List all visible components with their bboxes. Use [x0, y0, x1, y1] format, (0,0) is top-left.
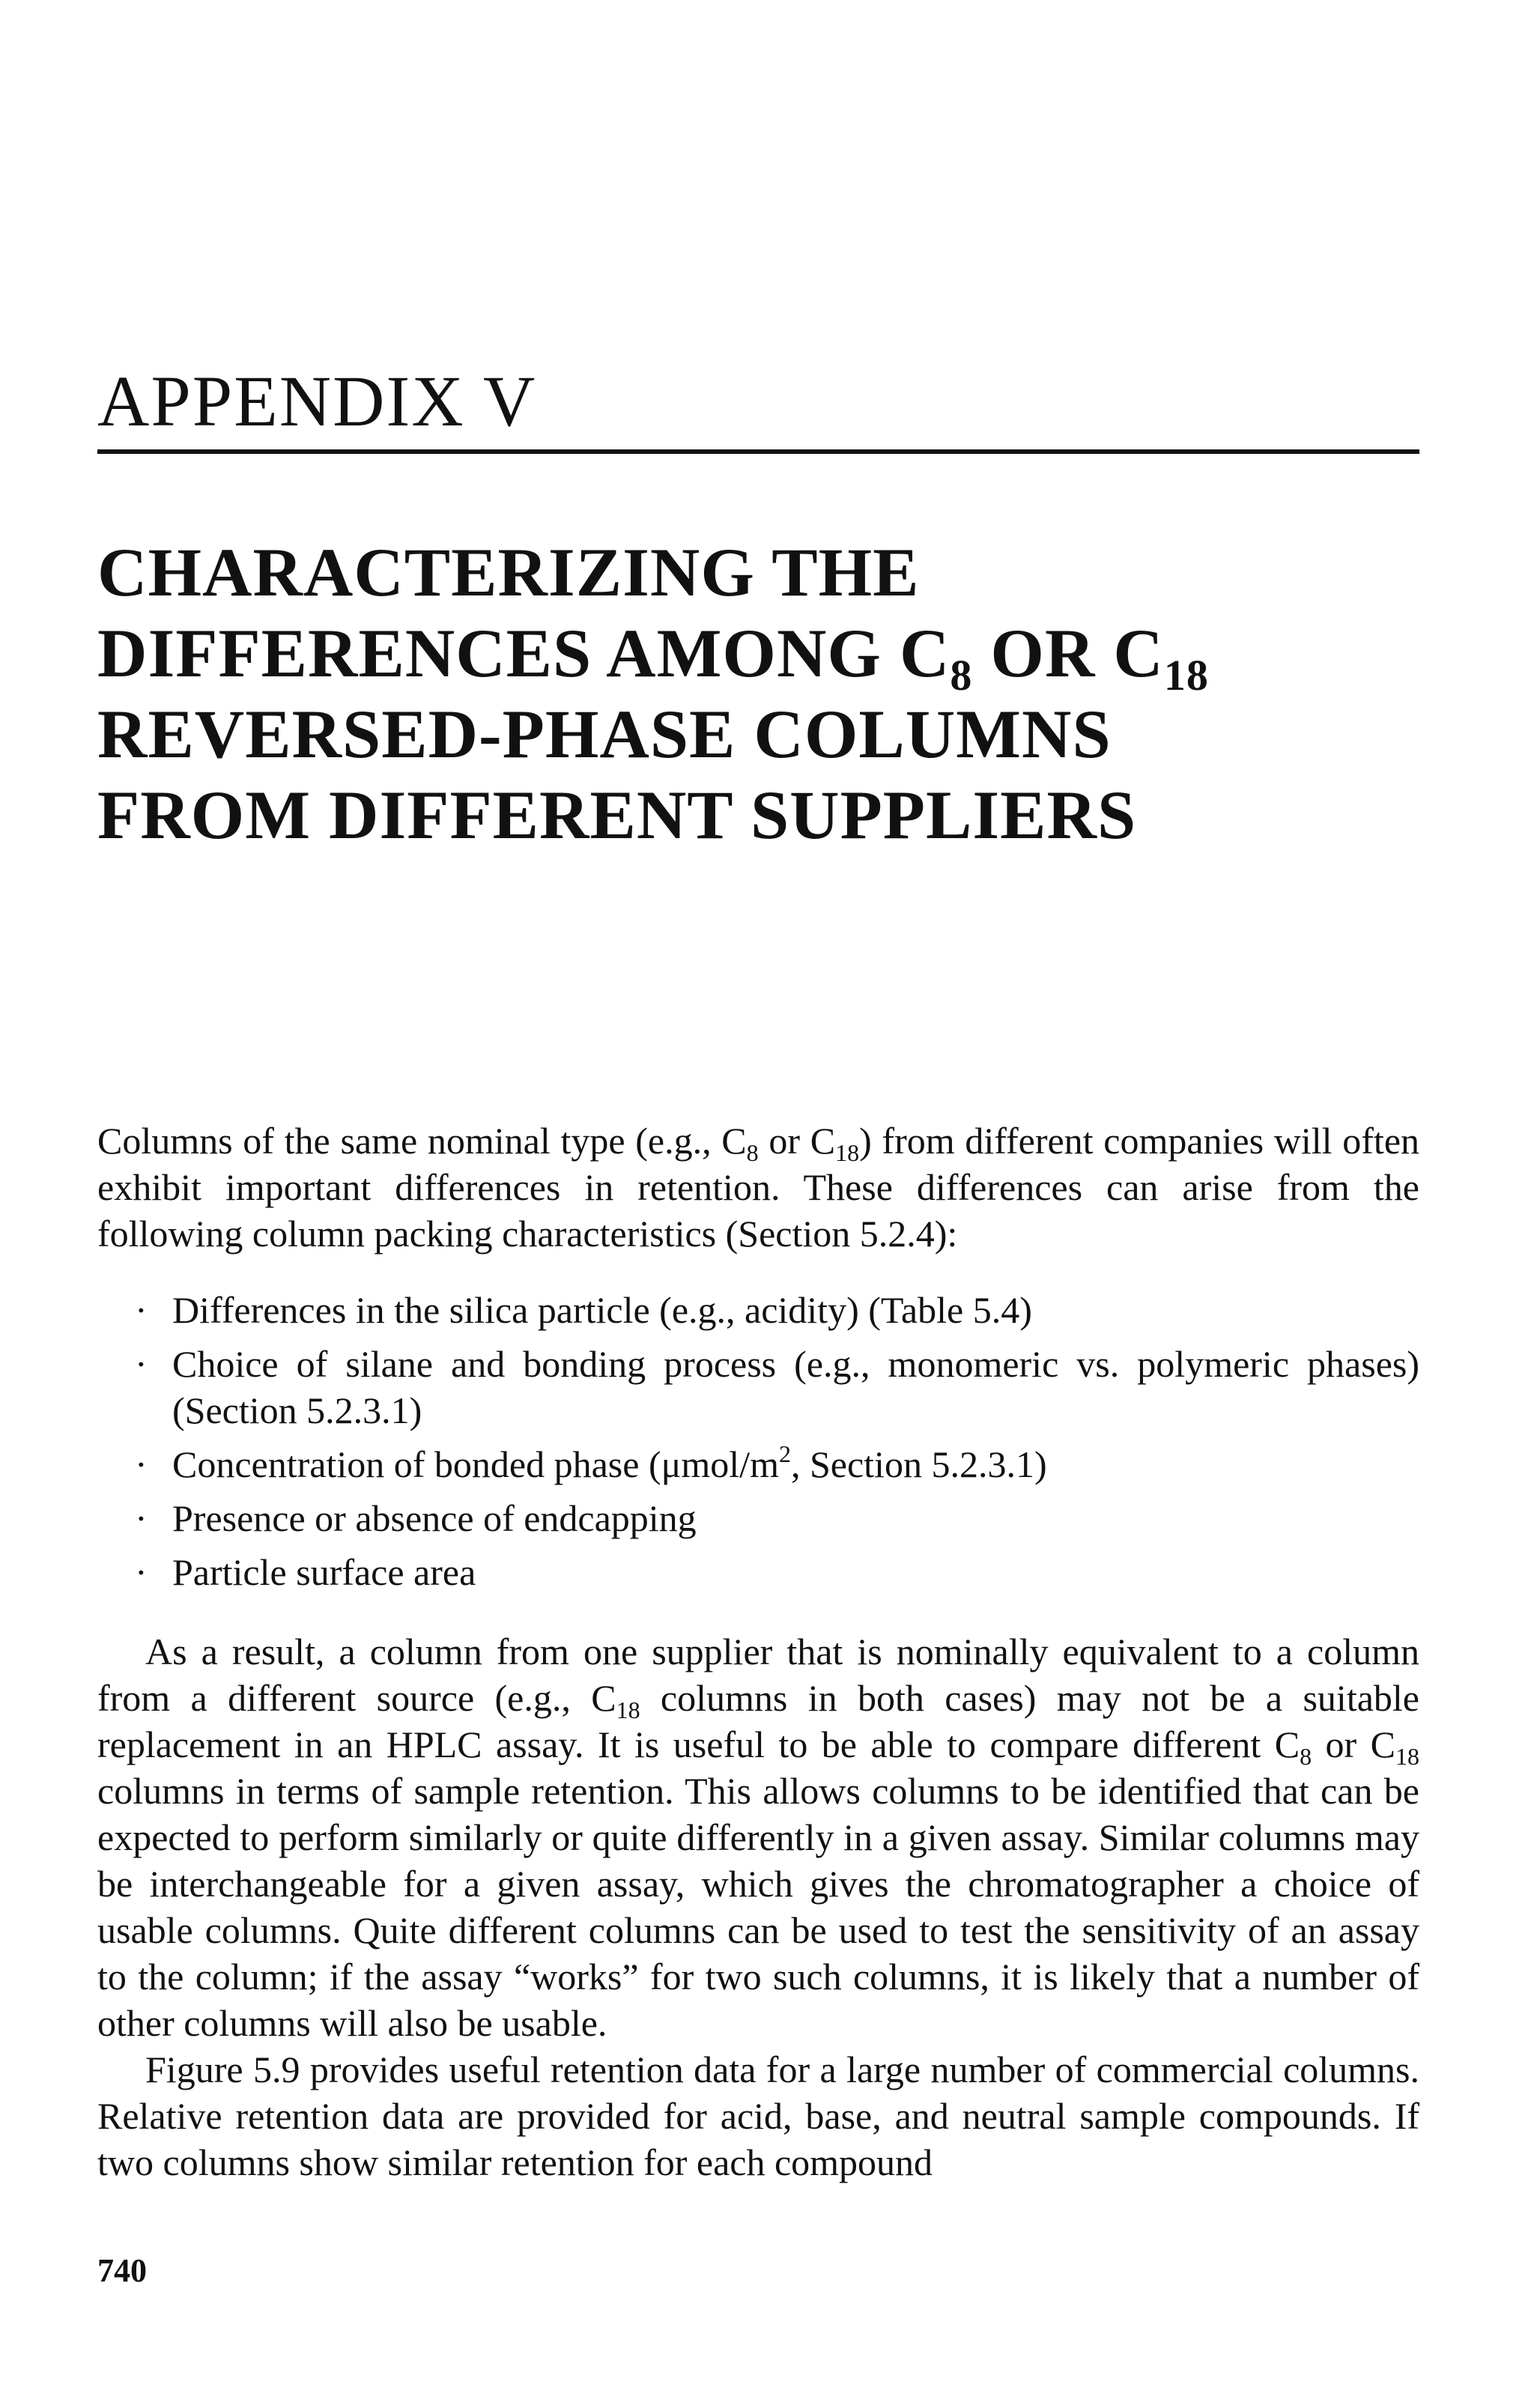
appendix-rule [97, 449, 1419, 454]
list-item [135, 1441, 1419, 1487]
intro-paragraph [97, 1117, 1419, 1257]
bullet-icon: · [135, 1343, 148, 1385]
paragraph-result-subscript-8: 8 [1300, 1743, 1312, 1770]
paragraph-result-part-3: or C [1312, 1723, 1395, 1765]
title-line-2-middle: OR C [972, 615, 1164, 691]
title-subscript-8: 8 [950, 651, 973, 700]
title-subscript-18: 18 [1163, 651, 1209, 700]
paragraph-result-part-2: columns in both cases) may not be a suitable replacement in an HPLC assay. It is useful to be able to compare different C [97, 1677, 1419, 1765]
title-line-4: FROM DIFFERENT SUPPLIERS [97, 777, 1137, 853]
list-item-text: Particle surface area [172, 1551, 476, 1593]
intro-text-part-2: or C [758, 1120, 836, 1162]
list-item-text: Concentration of bonded phase (μmol/m [172, 1443, 779, 1485]
list-item [135, 1549, 1419, 1595]
bullet-icon: · [135, 1497, 148, 1539]
bullet-icon: · [135, 1551, 148, 1593]
title-line-2 [97, 613, 1209, 700]
list-item-text: Presence or absence of endcapping [172, 1497, 697, 1539]
list-item-text-end: , Section 5.2.3.1) [790, 1443, 1047, 1485]
title-line-1: CHARACTERIZING THE [97, 534, 920, 610]
list-item [135, 1495, 1419, 1541]
characteristics-list [97, 1287, 1419, 1595]
list-item-text: Choice of silane and bonding process (e.g., monomeric vs. polymeric phases) (Section 5.2.3.1) [172, 1343, 1419, 1431]
intro-text-part-1: Columns of the same nominal type (e.g., C [97, 1120, 747, 1162]
list-item-text: Differences in the silica particle (e.g., acidity) (Table 5.4) [172, 1289, 1032, 1331]
list-item [135, 1287, 1419, 1333]
paragraph-figure: Figure 5.9 provides useful retention data for a large number of commercial columns. Relative retention data are provided for acid, base, and neutral sample compounds. If two columns show similar retention for each compound [97, 2048, 1419, 2183]
bullet-icon: · [135, 1443, 148, 1485]
title-line-2-prefix: DIFFERENCES AMONG C [97, 615, 951, 691]
list-item [135, 1341, 1419, 1434]
intro-subscript-8: 8 [746, 1139, 759, 1166]
intro-text-part-3: ) from different companies will often exhibit important differences in retention. These differences can arise from the following column packing characteristics (Section 5.2.4): [97, 1120, 1420, 1255]
paragraph-result [97, 1628, 1419, 2046]
title-line-3: REVERSED-PHASE COLUMNS [97, 696, 1112, 772]
superscript-2: 2 [778, 1440, 791, 1467]
appendix-label: APPENDIX V [97, 361, 537, 441]
body-text [97, 1117, 1419, 2186]
paragraph-result-subscript-18b: 18 [1395, 1743, 1419, 1770]
intro-subscript-18: 18 [835, 1139, 860, 1166]
paragraph-result-subscript-18: 18 [616, 1696, 640, 1723]
paragraph-result-part-1: As a result, a column from one supplier that is nominally equivalent to a column from a different source (e.g., C [97, 1631, 1419, 1719]
document-page [97, 0, 1419, 2408]
chapter-title [97, 532, 1209, 855]
bullet-icon: · [135, 1289, 148, 1331]
page-number: 740 [97, 2252, 147, 2289]
paragraph-result-part-4: columns in terms of sample retention. This allows columns to be identified that can be expected to perform similarly or quite differently in a given assay. Similar columns may be interchangeable for a given assay, which gives the chromatographer a choice of usable columns. Quite different columns can be used to test the sensitivity of an assay to the column; if the assay “works” for two such columns, it is likely that a number of other columns will also be usable. [97, 1770, 1419, 2044]
